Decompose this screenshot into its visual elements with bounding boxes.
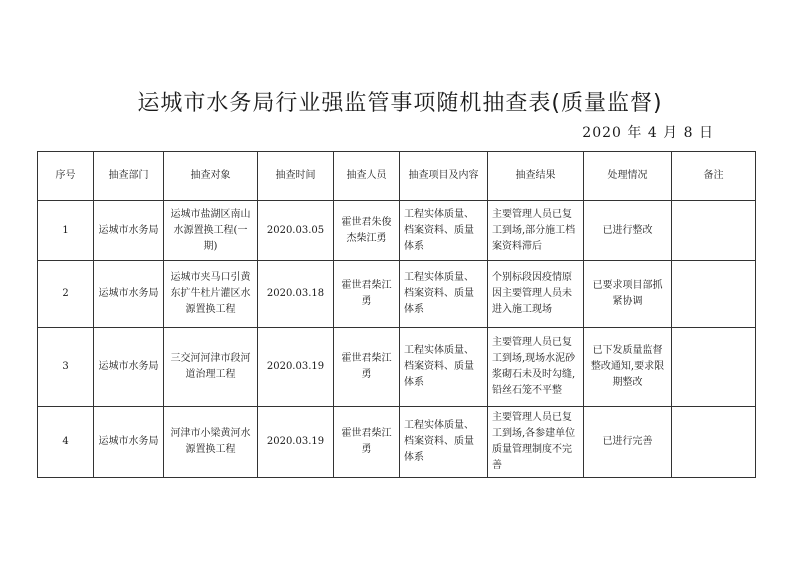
cell-staff: 霍世君柴江勇 xyxy=(334,261,400,328)
cell-result: 主要管理人员已复工到场,各参建单位质量管理制度不完善 xyxy=(488,407,584,478)
header-items: 抽查项目及内容 xyxy=(400,152,488,201)
header-dept: 抽查部门 xyxy=(94,152,164,201)
table-row xyxy=(38,261,756,328)
cell-no: 1 xyxy=(38,201,94,261)
document-title: 运城市水务局行业强监管事项随机抽查表(质量监督) xyxy=(137,91,663,116)
cell-target: 运城市盐湖区南山水源置换工程(一期) xyxy=(164,201,258,261)
cell-remark xyxy=(672,261,756,328)
cell-time: 2020.03.19 xyxy=(258,328,334,407)
cell-target: 运城市夹马口引黄东扩牛杜片灌区水源置换工程 xyxy=(164,261,258,328)
cell-handling: 已进行整改 xyxy=(584,201,672,261)
cell-time: 2020.03.19 xyxy=(258,407,334,478)
cell-time: 2020.03.05 xyxy=(258,201,334,261)
cell-time: 2020.03.18 xyxy=(258,261,334,328)
header-staff: 抽查人员 xyxy=(334,152,400,201)
cell-dept: 运城市水务局 xyxy=(94,261,164,328)
cell-handling: 已下发质量监督整改通知,要求限期整改 xyxy=(584,328,672,407)
cell-result: 主要管理人员已复工到场,部分施工档案资料滞后 xyxy=(488,201,584,261)
cell-items: 工程实体质量、档案资料、质量体系 xyxy=(400,261,488,328)
header-remark: 备注 xyxy=(672,152,756,201)
cell-staff: 霍世君柴江勇 xyxy=(334,328,400,407)
cell-remark xyxy=(672,201,756,261)
header-no: 序号 xyxy=(38,152,94,201)
cell-no: 4 xyxy=(38,407,94,478)
cell-staff: 霍世君朱俊杰柴江勇 xyxy=(334,201,400,261)
cell-dept: 运城市水务局 xyxy=(94,201,164,261)
cell-handling: 已进行完善 xyxy=(584,407,672,478)
table-row xyxy=(38,407,756,478)
cell-items: 工程实体质量、档案资料、质量体系 xyxy=(400,328,488,407)
table-row xyxy=(38,328,756,407)
cell-target: 三交河河津市段河道治理工程 xyxy=(164,328,258,407)
cell-no: 3 xyxy=(38,328,94,407)
cell-remark xyxy=(672,407,756,478)
document-date: 2020 年 4 月 8 日 xyxy=(582,125,714,141)
inspection-table xyxy=(37,151,756,478)
cell-result: 个别标段因疫情原因主要管理人员未进入施工现场 xyxy=(488,261,584,328)
header-result: 抽查结果 xyxy=(488,152,584,201)
cell-result: 主要管理人员已复工到场,现场水泥砂浆砌石未及时勾缝,铅丝石笼不平整 xyxy=(488,328,584,407)
cell-no: 2 xyxy=(38,261,94,328)
cell-target: 河津市小梁黄河水源置换工程 xyxy=(164,407,258,478)
header-target: 抽查对象 xyxy=(164,152,258,201)
table-row xyxy=(38,201,756,261)
cell-remark xyxy=(672,328,756,407)
cell-handling: 已要求项目部抓紧协调 xyxy=(584,261,672,328)
header-time: 抽查时间 xyxy=(258,152,334,201)
header-handling: 处理情况 xyxy=(584,152,672,201)
cell-dept: 运城市水务局 xyxy=(94,328,164,407)
table-header-row xyxy=(38,152,756,201)
cell-items: 工程实体质量、档案资料、质量体系 xyxy=(400,407,488,478)
cell-staff: 霍世君柴江勇 xyxy=(334,407,400,478)
cell-dept: 运城市水务局 xyxy=(94,407,164,478)
cell-items: 工程实体质量、档案资料、质量体系 xyxy=(400,201,488,261)
